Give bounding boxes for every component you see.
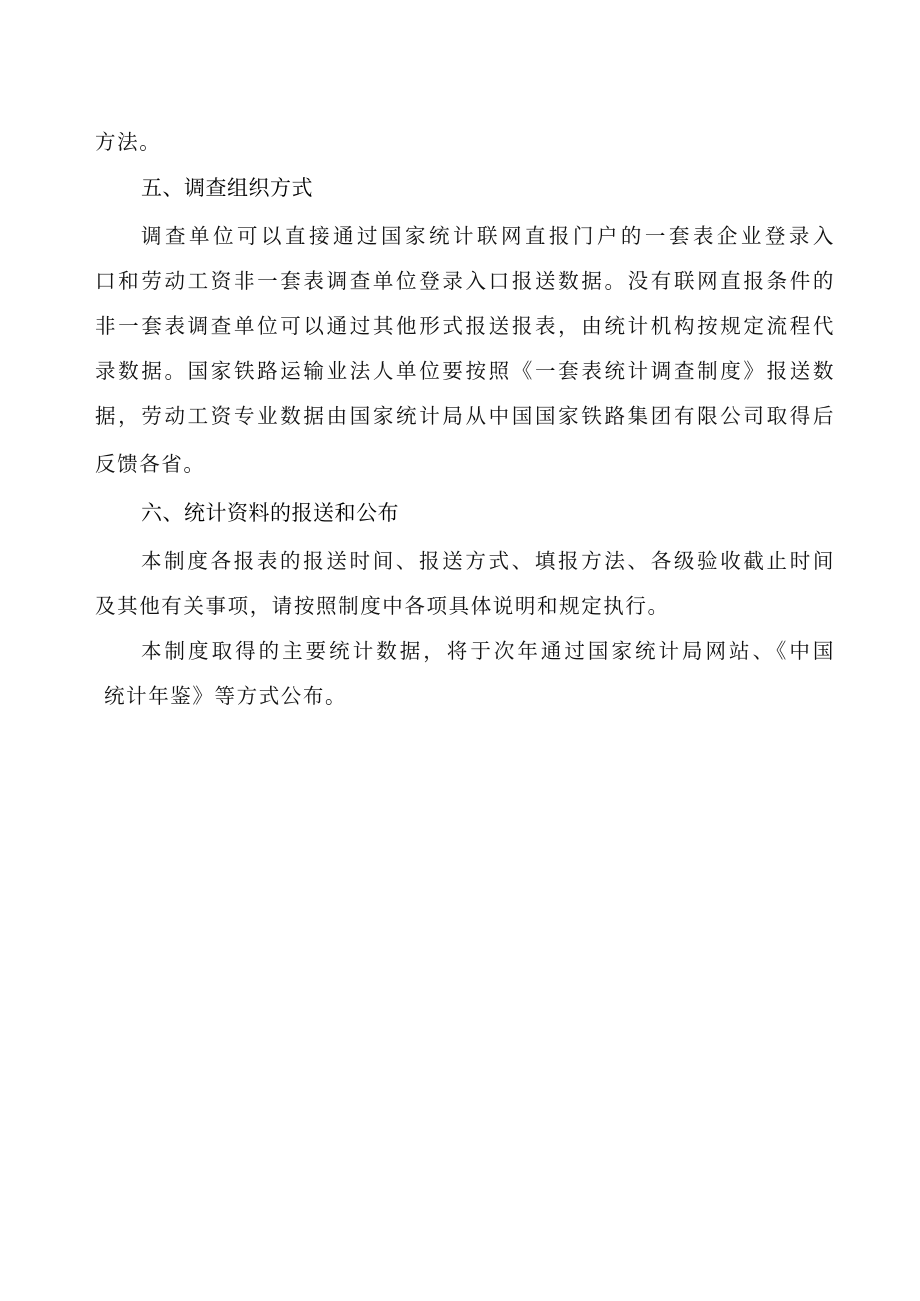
paragraph-line: 反馈各省。 [95, 452, 206, 476]
section-heading-6: 六、统计资料的报送和公布 [141, 501, 399, 525]
paragraph-line: 非一套表调查单位可以通过其他形式报送报表，由统计机构按规定流程代 [95, 314, 835, 338]
section-heading-5: 五、调查组织方式 [141, 176, 313, 200]
paragraph-line: 及其他有关事项，请按照制度中各项具体说明和规定执行。 [95, 594, 670, 618]
paragraph-tail: 方法。 [95, 130, 162, 154]
paragraph-line: 调查单位可以直接通过国家统计联网直报门户的一套表企业登录入 [141, 224, 835, 248]
paragraph-line: 口和劳动工资非一套表调查单位登录入口报送数据。没有联网直报条件的 [95, 269, 835, 293]
paragraph-line: 统计年鉴》等方式公布。 [104, 684, 348, 708]
paragraph-line: 本制度各报表的报送时间、报送方式、填报方法、各级验收截止时间 [141, 549, 835, 573]
paragraph-line: 据，劳动工资专业数据由国家统计局从中国国家铁路集团有限公司取得后 [95, 404, 835, 428]
paragraph-line: 录数据。国家铁路运输业法人单位要按照《一套表统计调查制度》报送数 [95, 359, 835, 383]
paragraph-line: 本制度取得的主要统计数据，将于次年通过国家统计局网站、《中国 [141, 639, 835, 663]
